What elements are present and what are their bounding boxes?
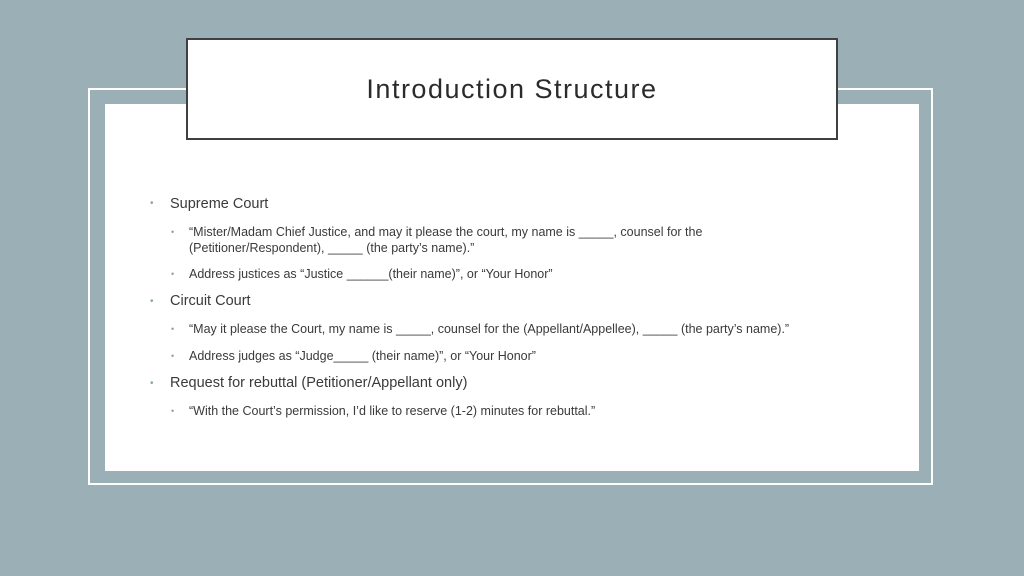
supreme-court-intro-line-2: (Petitioner/Respondent), _____ (the party’s name).” (189, 241, 475, 255)
supreme-court-intro-line-1: “Mister/Madam Chief Justice, and may it please the court, my name is _____, counsel for the (189, 225, 703, 239)
bullet-icon: • (150, 198, 154, 209)
section-rebuttal: Request for rebuttal (Petitioner/Appellant only) (170, 375, 468, 391)
bullet-icon: • (171, 227, 175, 237)
bullet-icon: • (171, 406, 175, 416)
circuit-court-intro: “May it please the Court, my name is _____, counsel for the (Appellant/Appellee), _____ (the party’s name).” (189, 322, 790, 336)
section-circuit-court: Circuit Court (170, 293, 251, 309)
bullet-icon: • (150, 296, 154, 307)
content-panel (105, 104, 919, 471)
slide-title: Introduction Structure (366, 73, 658, 104)
rebuttal-request: “With the Court’s permission, I’d like to reserve (1-2) minutes for rebuttal.” (189, 404, 596, 418)
bullet-icon: • (150, 378, 154, 389)
section-supreme-court: Supreme Court (170, 196, 269, 212)
circuit-court-address: Address judges as “Judge_____ (their name)”, or “Your Honor” (189, 349, 536, 363)
bullet-icon: • (171, 351, 175, 361)
bullet-icon: • (171, 269, 175, 279)
supreme-court-address: Address justices as “Justice ______(their name)”, or “Your Honor” (189, 267, 553, 281)
bullet-icon: • (171, 324, 175, 334)
title-box (186, 38, 838, 140)
